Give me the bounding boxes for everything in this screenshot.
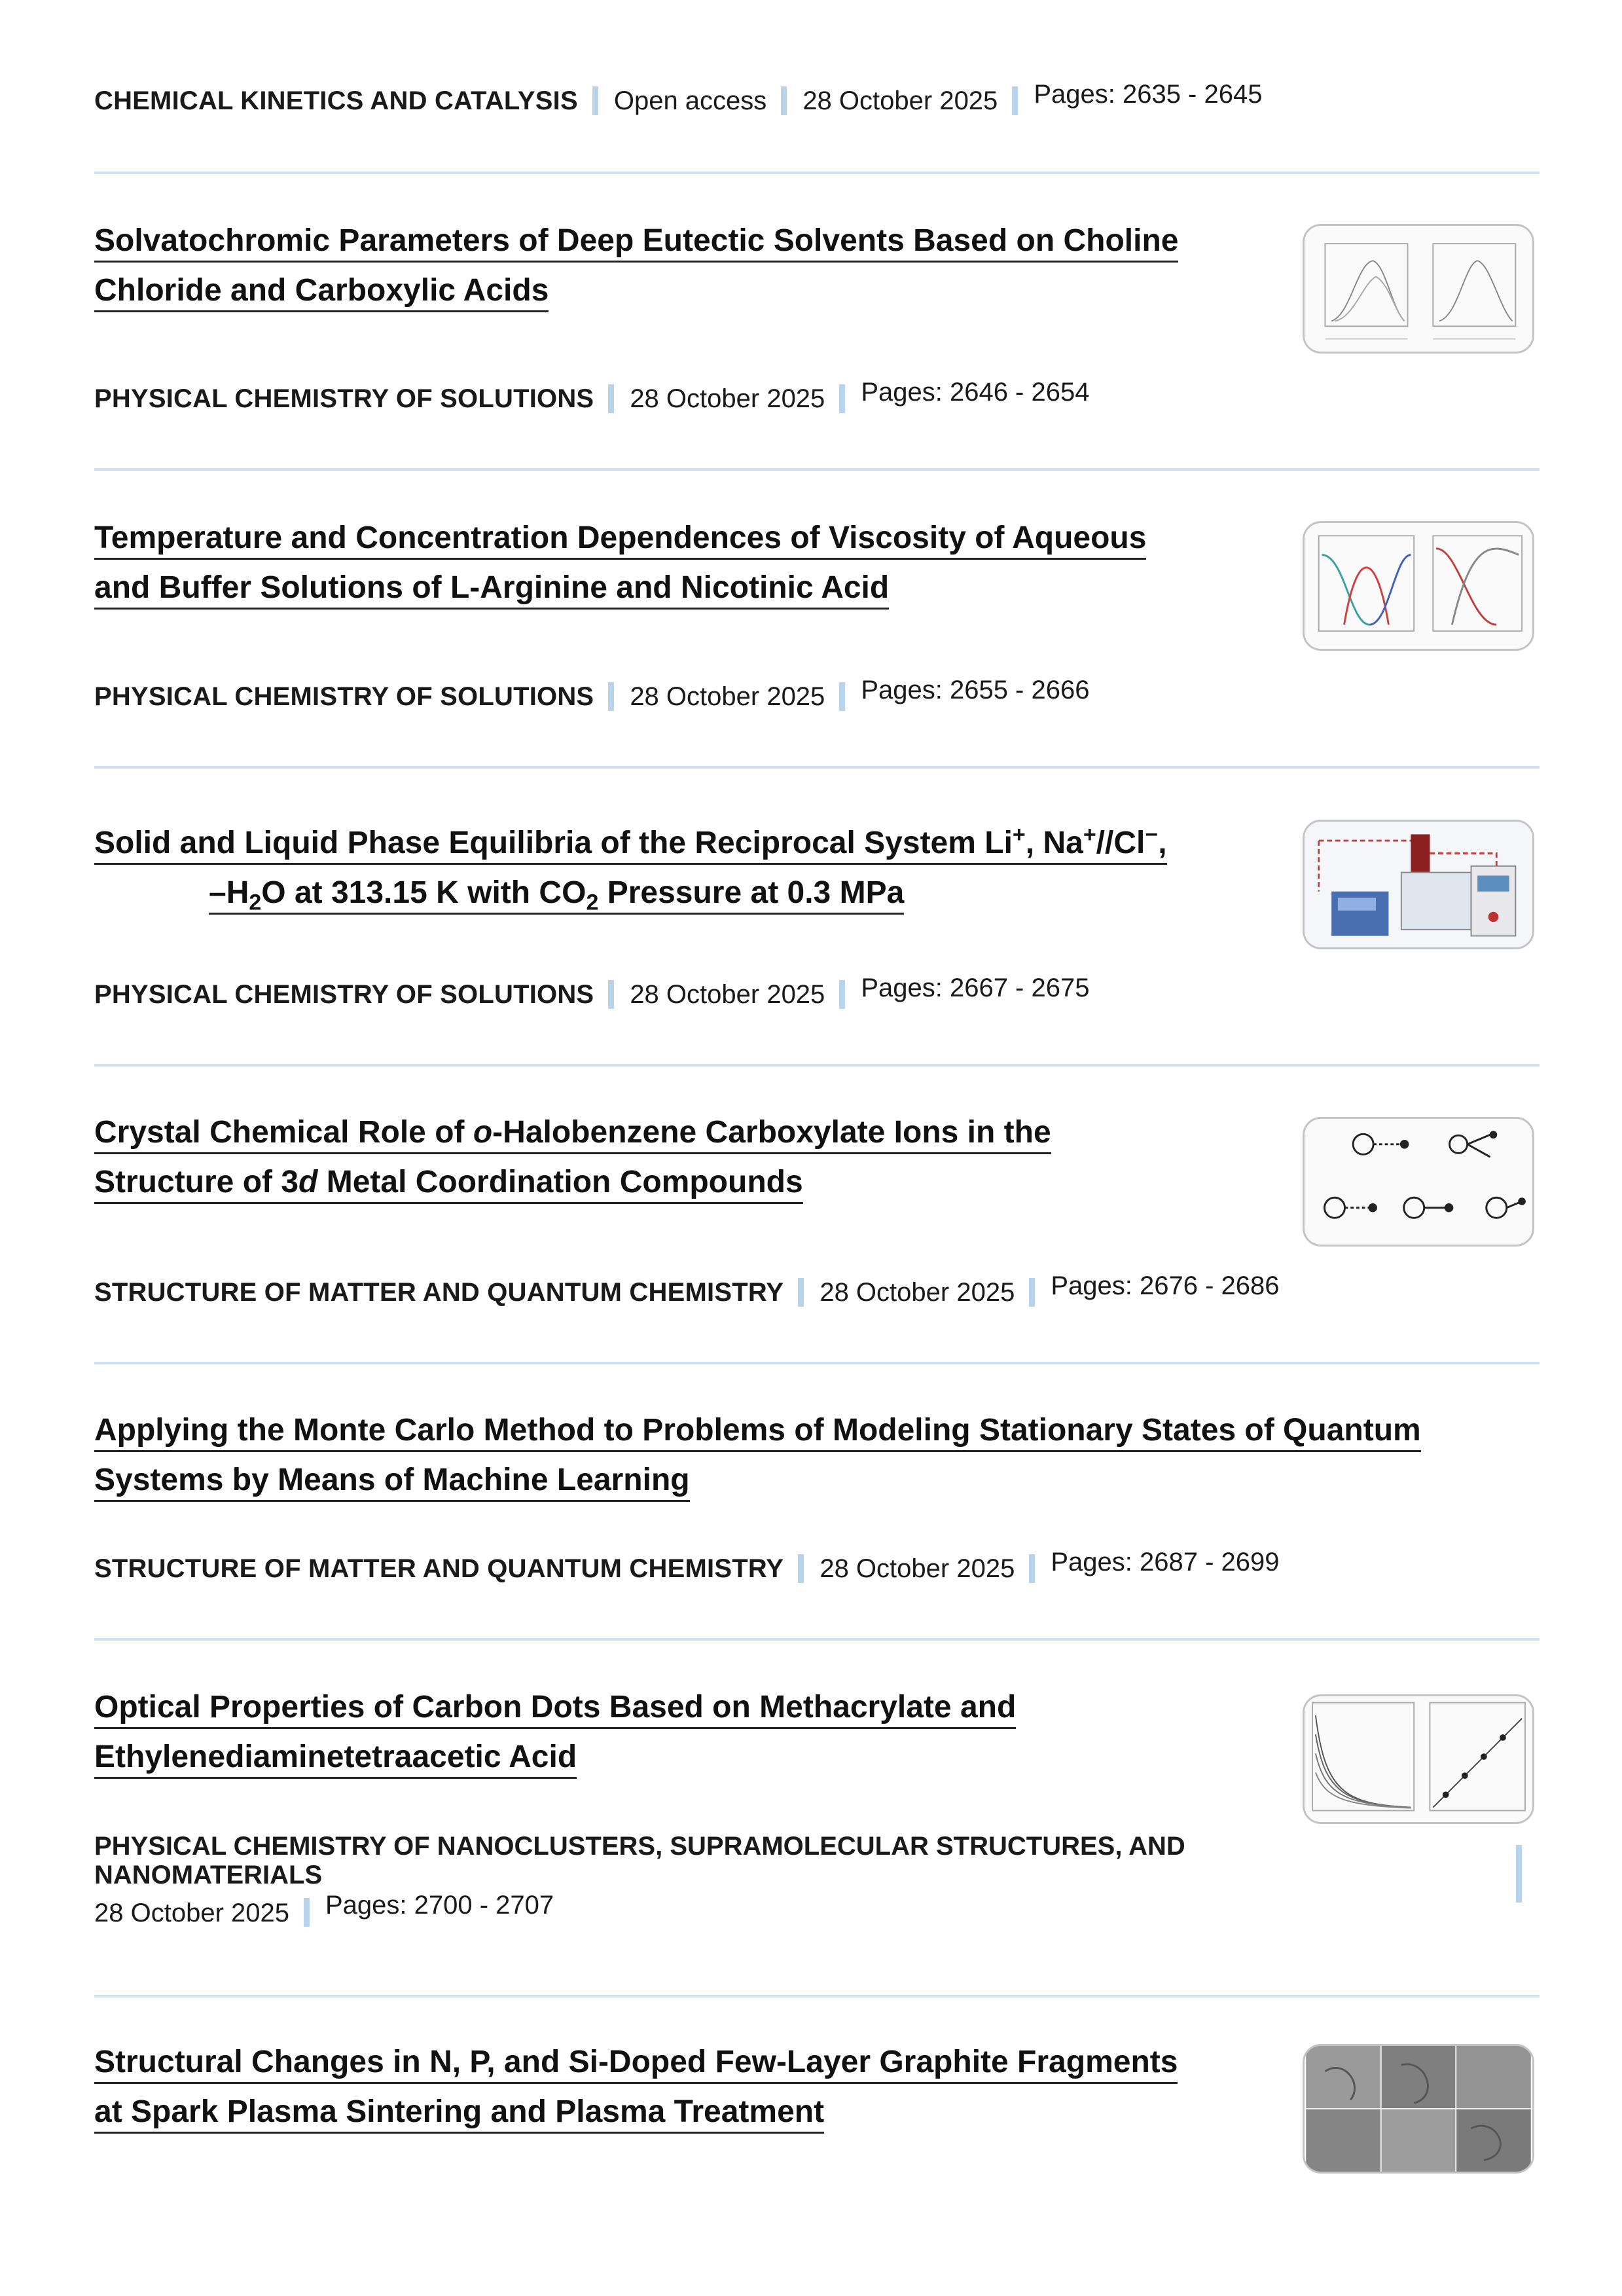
article-title-6[interactable]: [94, 1688, 1016, 1787]
separator-icon: [839, 384, 845, 413]
separator-icon: [608, 682, 614, 711]
article-thumbnail[interactable]: [1303, 820, 1534, 949]
article-category[interactable]: STRUCTURE OF MATTER AND QUANTUM CHEMISTRY: [94, 1278, 784, 1307]
emission-chart-icon: [1305, 1696, 1532, 1822]
article-title-line[interactable]: Temperature and Concentration Dependences of Viscosity of Aqueous: [94, 519, 1146, 560]
distribution-chart-icon: [1305, 523, 1532, 649]
divider: [94, 468, 1540, 471]
article-title-line[interactable]: Ethylenediaminetetraacetic Acid: [94, 1738, 577, 1779]
apparatus-diagram-icon: [1305, 822, 1532, 947]
separator-icon: [839, 682, 845, 711]
spectra-chart-icon: [1305, 226, 1532, 352]
microscopy-image-icon: [1305, 2046, 1532, 2172]
article-category[interactable]: PHYSICAL CHEMISTRY OF NANOCLUSTERS, SUPRAMOLECULAR STRUCTURES, AND NANOMATERIALS: [94, 1832, 1185, 1889]
article-date: 28 October 2025: [802, 86, 998, 115]
separator-icon: [608, 980, 614, 1009]
article-meta-1: [94, 378, 1090, 414]
article-title-line[interactable]: Solid and Liquid Phase Equilibria of the Reciprocal System Li+, Na+//Cl−,: [94, 824, 1167, 865]
article-title-line[interactable]: Chloride and Carboxylic Acids: [94, 271, 549, 312]
article-date: 28 October 2025: [630, 980, 825, 1009]
article-title-line[interactable]: Solvatochromic Parameters of Deep Eutectic Solvents Based on Choline: [94, 221, 1178, 263]
molecular-structure-icon: [1305, 1119, 1532, 1245]
article-meta-2: [94, 676, 1090, 712]
article-title-3[interactable]: [94, 824, 1167, 923]
article-date: 28 October 2025: [94, 1899, 289, 1927]
separator-icon: [1516, 1845, 1522, 1903]
article-date: 28 October 2025: [630, 682, 825, 711]
article-title-line[interactable]: Structural Changes in N, P, and Si-Doped Few-Layer Graphite Fragments: [94, 2043, 1178, 2084]
article-thumbnail[interactable]: [1303, 1694, 1534, 1824]
divider: [94, 1064, 1540, 1066]
article-title-2[interactable]: [94, 519, 1146, 618]
article-meta-0: [94, 80, 1263, 117]
article-title-line[interactable]: Systems by Means of Machine Learning: [94, 1461, 690, 1502]
article-title-line[interactable]: Crystal Chemical Role of o-Halobenzene Carboxylate Ions in the: [94, 1113, 1051, 1154]
article-date: 28 October 2025: [630, 384, 825, 413]
separator-icon: [781, 86, 787, 115]
article-title-5[interactable]: [94, 1411, 1421, 1510]
article-category[interactable]: PHYSICAL CHEMISTRY OF SOLUTIONS: [94, 384, 594, 413]
separator-icon: [304, 1898, 310, 1927]
article-title-line[interactable]: at Spark Plasma Sintering and Plasma Treatment: [94, 2092, 824, 2134]
article-title-line[interactable]: Applying the Monte Carlo Method to Problems of Modeling Stationary States of Quantum: [94, 1411, 1421, 1452]
article-meta-5: [94, 1548, 1280, 1584]
separator-icon: [1029, 1278, 1035, 1307]
separator-icon: [798, 1278, 804, 1307]
article-category[interactable]: STRUCTURE OF MATTER AND QUANTUM CHEMISTRY: [94, 1554, 784, 1583]
article-category[interactable]: PHYSICAL CHEMISTRY OF SOLUTIONS: [94, 980, 594, 1009]
article-pages: Pages: 2635 - 2645: [1034, 80, 1263, 109]
article-category[interactable]: CHEMICAL KINETICS AND CATALYSIS: [94, 86, 578, 115]
article-pages: Pages: 2655 - 2666: [861, 676, 1090, 704]
article-meta-3: [94, 974, 1090, 1010]
article-pages: Pages: 2667 - 2675: [861, 974, 1090, 1002]
article-title-line[interactable]: and Buffer Solutions of L-Arginine and Nicotinic Acid: [94, 568, 889, 610]
article-thumbnail[interactable]: [1303, 521, 1534, 651]
article-title-7[interactable]: [94, 2043, 1178, 2142]
article-pages: Pages: 2700 - 2707: [325, 1891, 554, 1920]
separator-icon: [798, 1554, 804, 1583]
separator-icon: [1029, 1554, 1035, 1583]
article-thumbnail[interactable]: [1303, 224, 1534, 354]
separator-icon: [839, 980, 845, 1009]
article-title-line[interactable]: $-H_2O$ at 313.15 K with $CO_2$ Pressure at 0.3 MPa: [209, 873, 904, 915]
article-date: 28 October 2025: [820, 1278, 1015, 1307]
divider: [94, 1995, 1540, 1997]
article-category[interactable]: PHYSICAL CHEMISTRY OF SOLUTIONS: [94, 682, 594, 711]
divider: [94, 172, 1540, 174]
article-date: 28 October 2025: [820, 1554, 1015, 1583]
article-title-line[interactable]: Optical Properties of Carbon Dots Based on Methacrylate and: [94, 1688, 1016, 1729]
access-badge: Open access: [613, 86, 767, 115]
article-meta-4: [94, 1271, 1280, 1308]
article-pages: Pages: 2676 - 2686: [1051, 1271, 1280, 1300]
separator-icon: [592, 86, 598, 115]
article-title-4[interactable]: [94, 1113, 1051, 1212]
article-thumbnail[interactable]: [1303, 2044, 1534, 2174]
article-title-1[interactable]: [94, 221, 1178, 321]
article-pages: Pages: 2646 - 2654: [861, 378, 1090, 407]
separator-icon: [1012, 86, 1018, 115]
separator-icon: [608, 384, 614, 413]
article-pages: Pages: 2687 - 2699: [1051, 1548, 1280, 1576]
divider: [94, 766, 1540, 769]
article-title-line[interactable]: Structure of 3d Metal Coordination Compounds: [94, 1163, 803, 1204]
divider: [94, 1362, 1540, 1364]
article-thumbnail[interactable]: [1303, 1117, 1534, 1247]
article-meta-6: [94, 1832, 1338, 1927]
divider: [94, 1638, 1540, 1641]
